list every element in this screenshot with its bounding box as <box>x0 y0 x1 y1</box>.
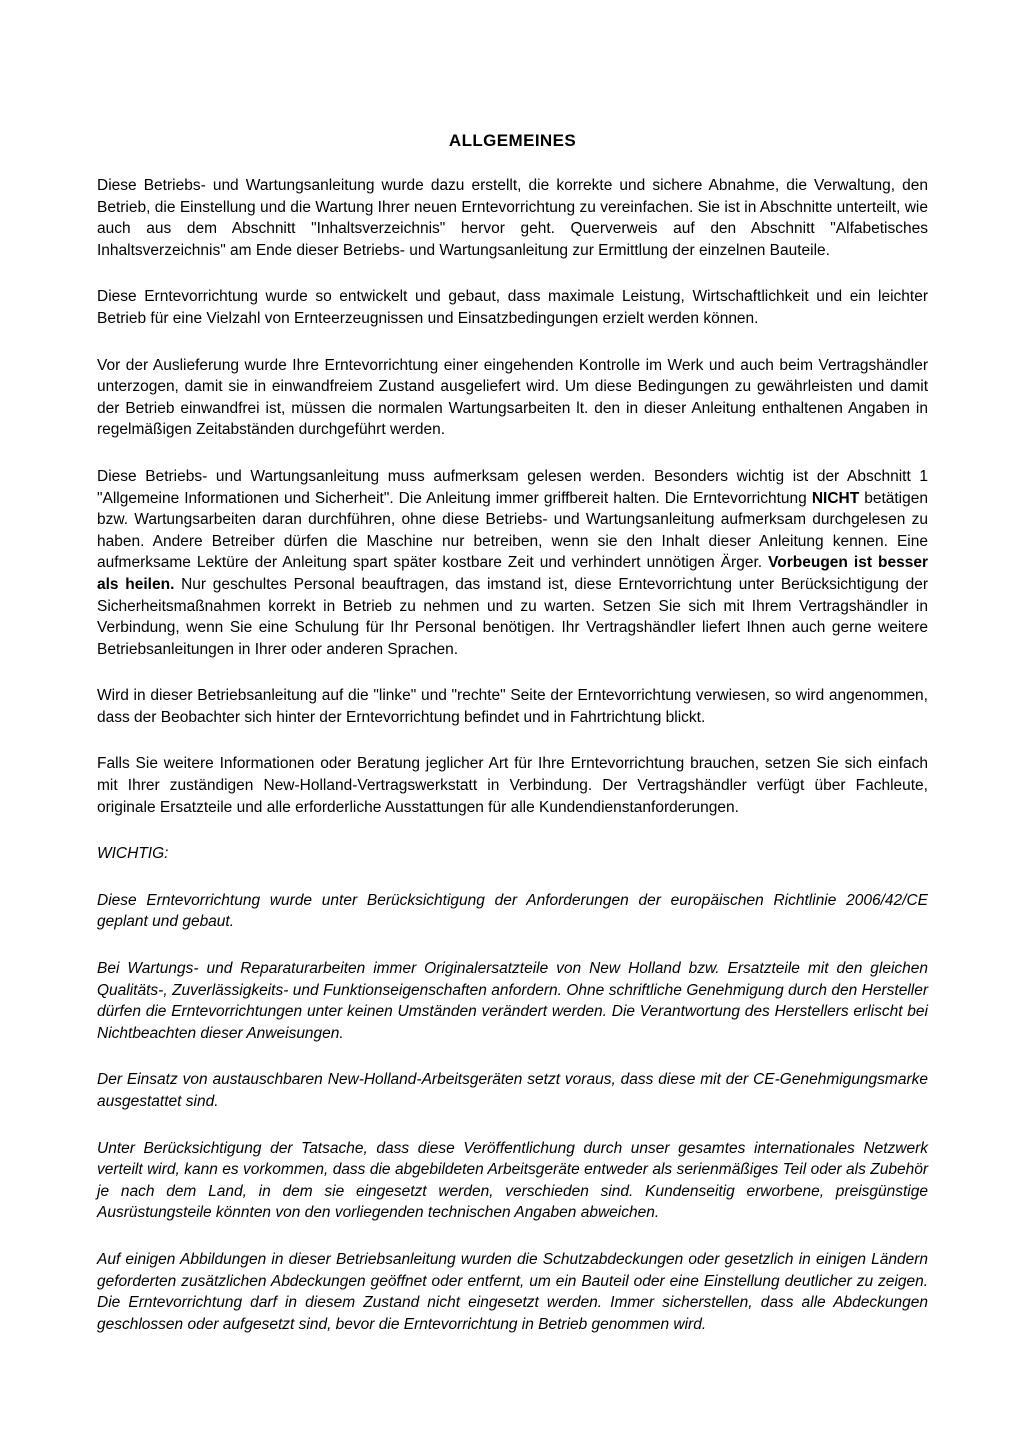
text-segment: Diese Betriebs- und Wartungsanleitung muss aufmerksam gelesen werden. Besonders wichtig ist der Abschnitt 1 "Allgemeine Informationen und Sicherheit". Die Anleitung immer griffbereit halten. Die Erntevorrichtung <box>97 467 928 507</box>
paragraph-ce-mark: Der Einsatz von austauschbaren New-Holland-Arbeitsgeräten setzt voraus, dass diese mit der CE-Genehmigungsmarke ausgestattet sind. <box>97 1071 928 1110</box>
paragraph-intro: Diese Betriebs- und Wartungsanleitung wurde dazu erstellt, die korrekte und sichere Abnahme, die Verwaltung, den Betrieb, die Einstellung und die Wartung Ihrer neuen Erntevorrichtung zu vereinfachen. Sie ist in Abschnitte unterteilt, wie auch aus dem Abschnitt "Inhaltsverzeichnis" hervor geht. Querverweis auf den Abschnitt "Alfabetisches Inhaltsverzeichnis" am Ende dieser Betriebs- und Wartungsanleitung zur Ermittlung der einzelnen Bauteile. <box>97 177 928 259</box>
paragraph-original-parts: Bei Wartungs- und Reparaturarbeiten immer Originalersatzteile von New Holland bzw. Ersatzteile mit den gleichen Qualitäts-, Zuverlässigkeits- und Funktionseigenschaften anfordern. Ohne schriftliche Genehmigung durch den Hersteller dürfen die Erntevorrichtungen unter keinen Umständen verändert werden. Die Verantwortung des Herstellers erlischt bei Nichtbeachten dieser Anweisungen. <box>97 960 928 1042</box>
text-segment-bold-prevention: Vorbeugen ist besser als heilen. <box>97 554 929 593</box>
paragraph-design-purpose: Diese Erntevorrichtung wurde so entwickelt und gebaut, dass maximale Leistung, Wirtschaftlichkeit und ein leichter Betrieb für eine Vielzahl von Ernteerzeugnissen und Einsatzbedingungen erzielt werden können. <box>97 288 928 327</box>
page-title: ALLGEMEINES <box>448 131 577 150</box>
paragraph-pre-delivery-inspection: Vor der Auslieferung wurde Ihre Erntevorrichtung einer eingehenden Kontrolle im Werk und auch beim Vertragshändler unterzogen, damit sie in einwandfreiem Zustand ausgeliefert wird. Um diese Bedingungen zu gewährleisten und damit der Betrieb einwandfrei ist, müssen die normalen Wartungsarbeiten lt. den in dieser Anleitung enthaltenen Angaben in regelmäßigen Zeitabständen durchgeführt werden. <box>97 356 928 439</box>
text-segment: Nur geschultes Personal beauftragen, das imstand ist, diese Erntevorrichtung unter Berücksichtigung der Sicherheitsmaßnahmen korrekt in Betrieb zu nehmen und zu warten. Setzen Sie sich mit Ihrem Vertragshändler in Verbindung, wenn Sie eine Schulung für Ihr Personal benötigen. Ihr Vertragshändler liefert Ihnen auch gerne weitere Betriebsanleitungen in Ihrer oder anderen Sprachen. <box>97 575 928 658</box>
text-segment-bold-nicht: NICHT <box>811 489 860 507</box>
paragraph-international-distribution: Unter Berücksichtigung der Tatsache, dass diese Veröffentlichung durch unser gesamtes internationales Netzwerk verteilt wird, kann es vorkommen, dass die abgebildeten Arbeitsgeräte entweder als serienmäßiges Teil oder als Zubehör je nach dem Land, in dem sie eingesetzt werden, verschieden sind. Kundenseitig erworbene, preisgünstige Ausrüstungsteile könnten von den vorliegenden technischen Angaben abweichen. <box>97 1139 928 1222</box>
paragraph-ce-directive: Diese Erntevorrichtung wurde unter Berücksichtigung der Anforderungen der europäischen Richtlinie 2006/42/CE geplant und gebaut. <box>97 891 928 931</box>
paragraph-dealer-contact: Falls Sie weitere Informationen oder Beratung jeglicher Art für Ihre Erntevorrichtung brauchen, setzen Sie sich einfach mit Ihrer zuständigen New-Holland-Vertragswerkstatt in Verbindung. Der Vertragshändler verfügt über Fachleute, originale Ersatzteile und alle erforderliche Ausstattungen für alle Kundendienstanforderungen. <box>97 755 928 816</box>
important-label: WICHTIG: <box>97 845 169 863</box>
paragraph-read-manual <box>97 466 928 660</box>
text-segment: betätigen bzw. Wartungsarbeiten daran durchführen, ohne diese Betriebs- und Wartungsanleitung aufmerksam durchgelesen zu haben. Andere Betreiber dürfen die Maschine nur betreiben, wenn sie den Inhalt dieser Anleitung kennen. Eine aufmerksame Lektüre der Anleitung spart später kostbare Zeit und verhindert unnötigen Ärger. <box>97 489 928 572</box>
paragraph-left-right-convention: Wird in dieser Betriebsanleitung auf die "linke" und "rechte" Seite der Erntevorrichtung verwiesen, so wird angenommen, dass der Beobachter sich hinter der Erntevorrichtung befindet und in Fahrtrichtung blickt. <box>97 687 928 726</box>
paragraph-guards-removed: Auf einigen Abbildungen in dieser Betriebsanleitung wurden die Schutzabdeckungen oder gesetzlich in einigen Ländern geforderten zusätzlichen Abdeckungen geöffnet oder entfernt, um ein Bauteil oder eine Einstellung deutlicher zu zeigen. Die Erntevorrichtung darf in diesem Zustand nicht eingesetzt werden. Immer sicherstellen, dass alle Abdeckungen geschlossen oder aufgesetzt sind, bevor die Erntevorrichtung in Betrieb genommen wird. <box>97 1250 928 1333</box>
